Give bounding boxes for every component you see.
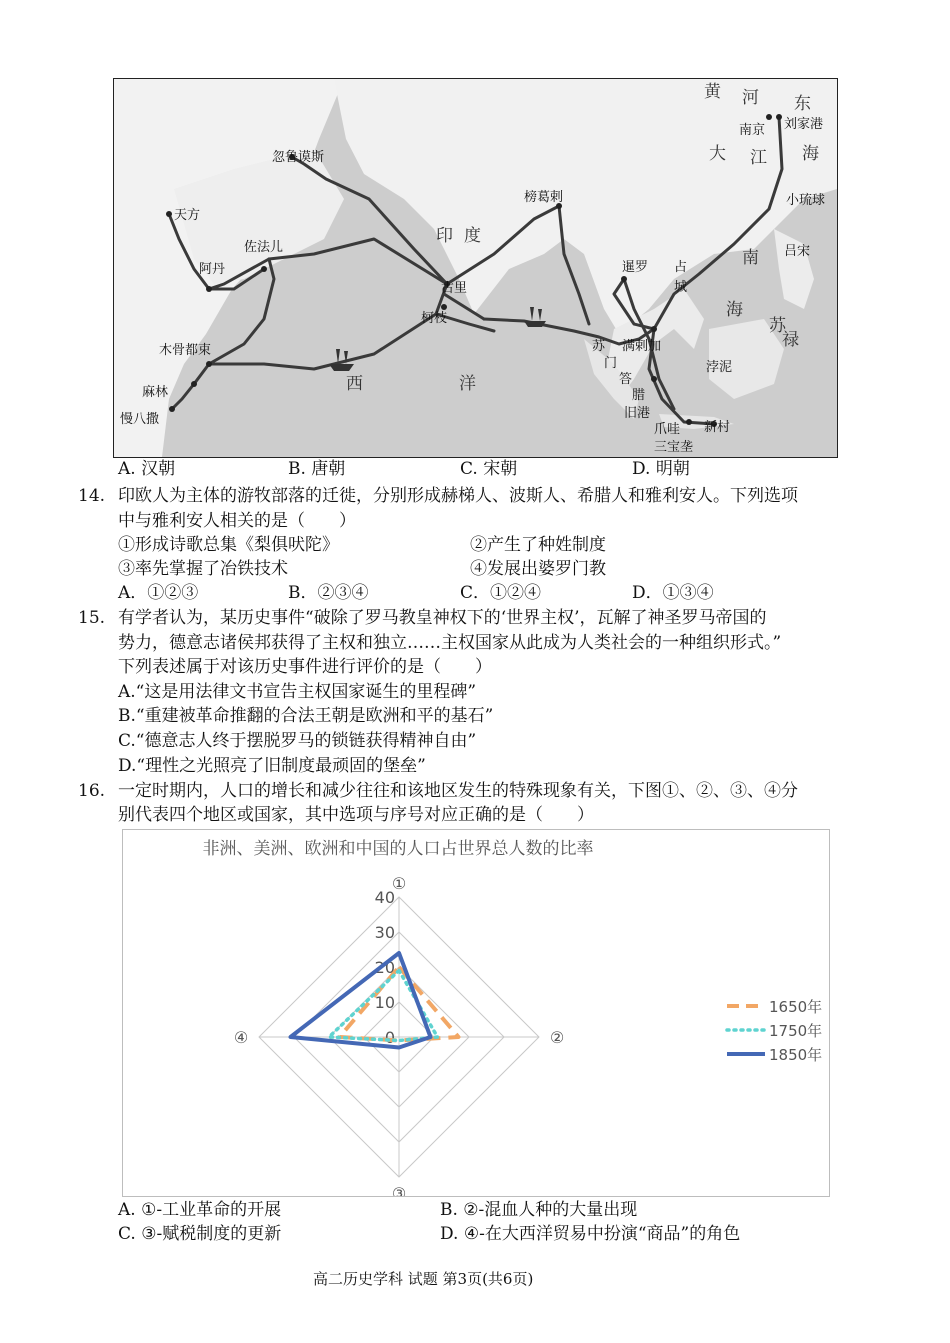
label-sumendala-3: 答	[619, 372, 633, 387]
q14-item-4: ④发展出婆罗门教	[470, 559, 606, 579]
label-lvsong: 吕宋	[784, 244, 811, 259]
q13-option-b: B. 唐朝	[288, 459, 346, 479]
voyage-map-svg	[114, 79, 837, 457]
q14-stem-2: 中与雅利安人相关的是（ ）	[118, 511, 356, 531]
q15-option-c: C.“德意志人终于摆脱罗马的锁链获得精神自由”	[118, 731, 477, 751]
label-hulumosi: 忽鲁谟斯	[272, 150, 325, 165]
q16-option-a: A. ①-工业革命的开展	[118, 1200, 282, 1220]
label-zuofaer: 佐法儿	[244, 240, 284, 255]
label-huanghe-2: 河	[742, 88, 759, 108]
label-sumendala-4: 腊	[632, 388, 646, 403]
label-sumendala-1: 苏	[592, 339, 606, 354]
q16-option-b: B. ②-混血人种的大量出现	[440, 1200, 638, 1220]
tick-label: 30	[374, 923, 395, 942]
label-kezhi: 柯枝	[421, 311, 448, 326]
label-jiugang: 旧港	[624, 406, 651, 421]
q15-stem-2: 势力，德意志诸侯邦获得了主权和独立……主权国家从此成为人类社会的一种组织形式。”	[118, 633, 782, 653]
q13-option-d: D. 明朝	[632, 459, 690, 479]
label-zhuawa: 爪哇	[654, 422, 681, 437]
q15-option-b: B.“重建被革命推翻的合法王朝是欧洲和平的基石”	[118, 706, 494, 726]
label-cheng: 城	[674, 280, 688, 295]
tick-label: 10	[374, 993, 395, 1012]
radar-grid	[259, 888, 539, 1177]
q14-option-d: D．①③④	[632, 583, 714, 603]
label-guli: 古里	[441, 281, 468, 296]
q14-item-3: ③率先掌握了冶铁技术	[118, 559, 288, 579]
q16-stem-2: 别代表四个地区或国家，其中选项与序号对应正确的是（ ）	[118, 805, 594, 825]
q14-option-b: B．②③④	[288, 583, 369, 603]
label-da: 大	[709, 144, 726, 164]
label-nanjing: 南京	[739, 123, 766, 138]
label-banggela: 榜葛剌	[524, 190, 564, 205]
label-du: 度	[464, 226, 481, 246]
q15-number: 15.	[78, 608, 106, 628]
label-manlajia: 满剌加	[622, 339, 662, 354]
label-xi: 西	[346, 374, 363, 394]
label-yang: 洋	[459, 374, 476, 394]
legend-label: 1650年	[769, 998, 823, 1016]
radar-chart	[122, 829, 830, 1197]
label-sumendala-2: 门	[604, 356, 618, 371]
q13-option-c: C. 宋朝	[460, 459, 518, 479]
q14-item-1: ①形成诗歌总集《梨俱吠陀》	[118, 535, 339, 555]
q16-option-d: D. ④-在大西洋贸易中扮演“商品”的角色	[440, 1224, 741, 1244]
label-adan: 阿丹	[199, 262, 226, 277]
label-east-sea: 海	[802, 144, 819, 164]
q14-option-c: C．①②④	[460, 583, 542, 603]
label-yin: 印	[436, 226, 453, 246]
label-xiaoliuqiu: 小琉球	[786, 193, 826, 208]
q15-option-d: D.“理性之光照亮了旧制度最顽固的堡垒”	[118, 756, 426, 776]
label-south-sea: 海	[726, 300, 743, 320]
label-huanghe-1: 黄	[704, 82, 721, 102]
q15-stem-1: 有学者认为，某历史事件“破除了罗马教皇神权下的‘世界主权’，瓦解了神圣罗马帝国的	[118, 608, 767, 628]
label-malin: 麻林	[142, 385, 169, 400]
label-sanbaolong: 三宝垄	[654, 440, 694, 455]
q14-stem-1: 印欧人为主体的游牧部落的迁徙，分别形成赫梯人、波斯人、希腊人和雅利安人。下列选项	[118, 486, 798, 506]
label-nan: 南	[742, 248, 759, 268]
q14-item-2: ②产生了种姓制度	[470, 535, 606, 555]
q16-option-c: C. ③-赋税制度的更新	[118, 1224, 282, 1244]
series-1850年	[291, 953, 431, 1048]
page-footer: 高二历史学科 试题 第3页(共6页)	[313, 1270, 534, 1288]
voyage-map	[113, 78, 838, 458]
q15-stem-3: 下列表述属于对该历史事件进行评价的是（ ）	[118, 657, 492, 677]
q16-number: 16.	[78, 781, 106, 801]
axis-label: ①	[391, 874, 407, 893]
label-boni: 浡泥	[706, 360, 733, 375]
legend-label: 1750年	[769, 1022, 823, 1040]
axis-label: ④	[233, 1028, 249, 1047]
label-mulagudushu: 木骨都束	[159, 343, 212, 358]
label-lu: 禄	[782, 330, 799, 350]
label-xincun: 新村	[704, 420, 731, 435]
tick-label: 0	[384, 1028, 395, 1047]
chart-legend	[727, 998, 822, 1064]
label-tianfang: 天方	[174, 208, 201, 223]
q14-option-a: A．①②③	[118, 583, 199, 603]
axis-label: ③	[391, 1184, 407, 1196]
label-manbasa: 慢八撒	[120, 412, 160, 427]
q15-option-a: A.“这是用法律文书宣告主权国家诞生的里程碑”	[118, 682, 477, 702]
label-su: 苏	[769, 316, 786, 336]
q14-number: 14.	[78, 486, 106, 506]
axis-label: ②	[549, 1028, 565, 1047]
label-dong: 东	[794, 94, 811, 114]
radar-chart-svg	[123, 830, 829, 1196]
label-liujiagang: 刘家港	[784, 117, 824, 132]
legend-label: 1850年	[769, 1046, 823, 1064]
label-zhan: 占	[674, 260, 688, 275]
label-jiang: 江	[750, 148, 767, 168]
tick-label: 40	[374, 888, 395, 907]
q13-option-a: A. 汉朝	[118, 459, 176, 479]
tick-label: 20	[374, 958, 395, 977]
label-xianluo: 暹罗	[622, 260, 649, 275]
chart-title: 非洲、美洲、欧洲和中国的人口占世界总人数的比率	[202, 839, 594, 859]
q16-stem-1: 一定时期内，人口的增长和减少往往和该地区发生的特殊现象有关，下图①、②、③、④分	[118, 781, 798, 801]
